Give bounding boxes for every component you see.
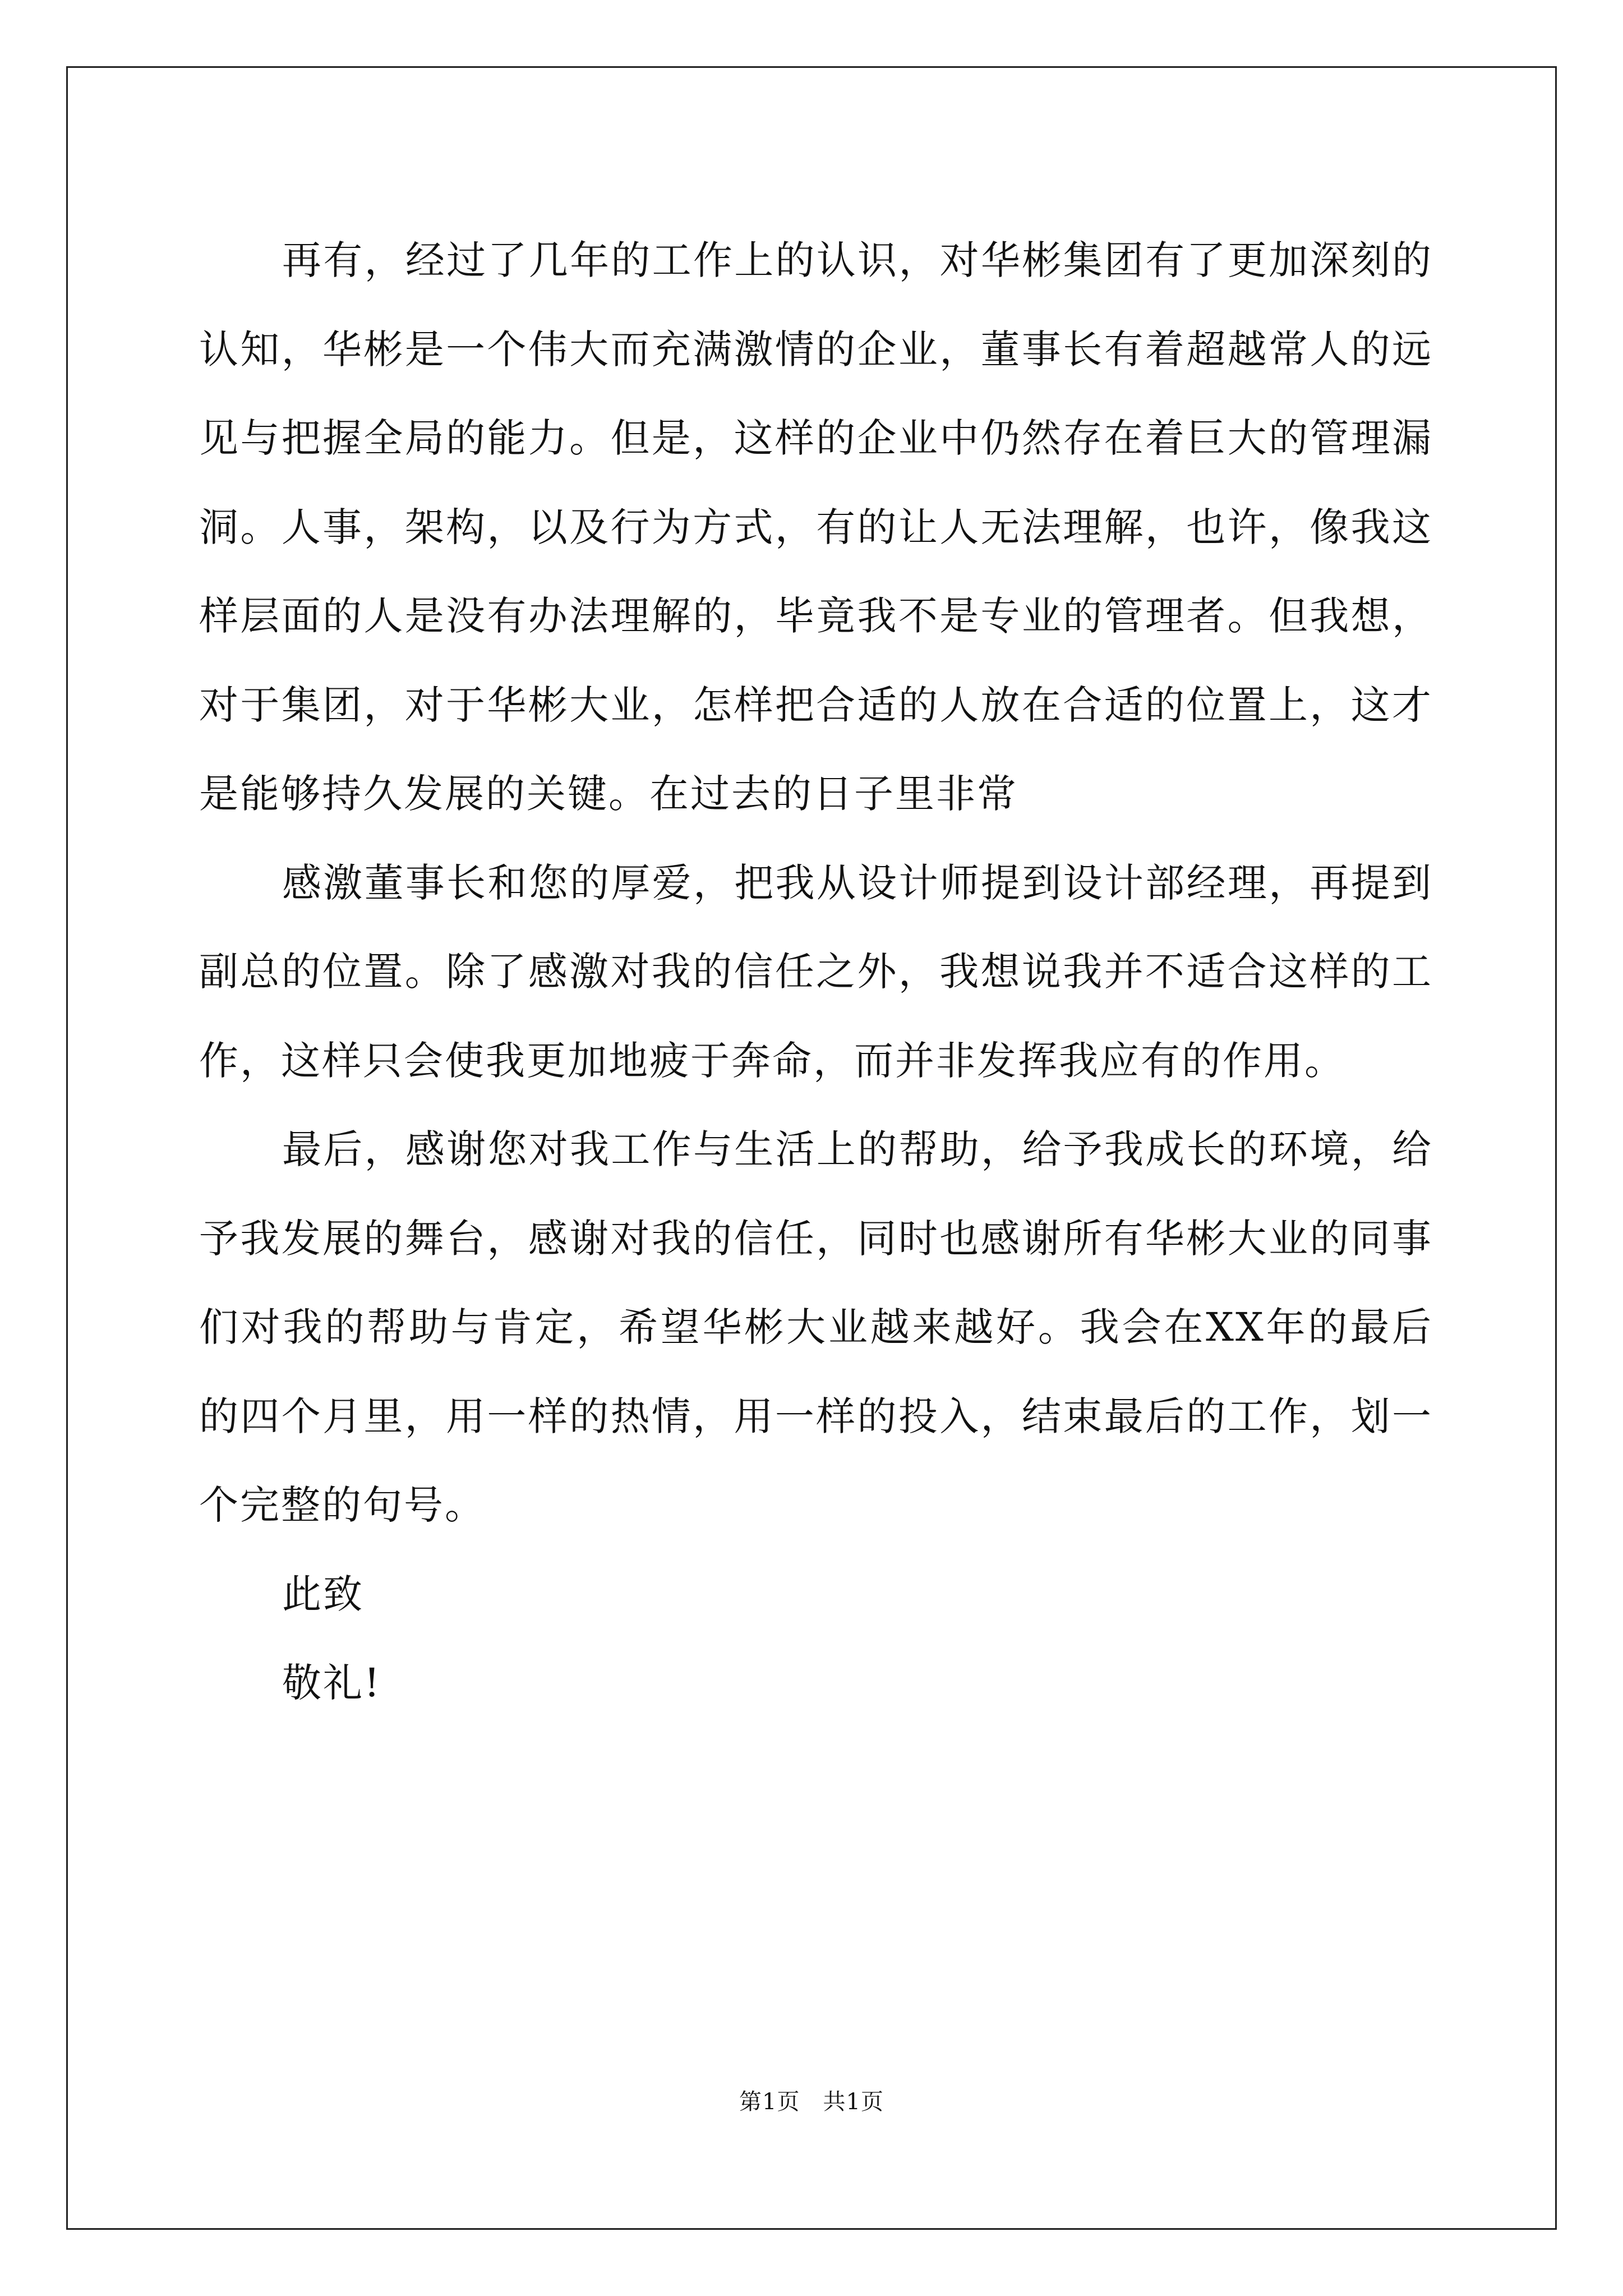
paragraph-1: 再有，经过了几年的工作上的认识，对华彬集团有了更加深刻的认知，华彬是一个伟大而充满激情的企业，董事长有着超越常人的远见与把握全局的能力。但是，这样的企业中仍然存在着巨大的管理漏洞。人事，架构，以及行为方式，有的让人无法理解，也许，像我这样层面的人是没有办法理解的，毕竟我不是专业的管理者。但我想，对于集团，对于华彬大业，怎样把合适的人放在合适的位置上，这才是能够持久发展的关键。在过去的日子里非常: [199, 237, 1433, 817]
paragraph-3: 最后，感谢您对我工作与生活上的帮助，给予我成长的环境，给予我发展的舞台，感谢对我的信任，同时也感谢所有华彬大业的同事们对我的帮助与肯定，希望华彬大业越来越好。我会在XX年的最后的四个月里，用一样的热情，用一样的投入，结束最后的工作，划一个完整的句号。: [199, 1126, 1433, 1528]
closing-regards: 敬礼!: [282, 1660, 382, 1706]
paragraph-2: 感激董事长和您的厚爱，把我从设计师提到设计部经理，再提到副总的位置。除了感激对我的信任之外，我想说我并不适合这样的工作，这样只会使我更加地疲于奔命，而并非发挥我应有的作用。: [199, 859, 1433, 1084]
page-number-footer: 第1页 共1页: [739, 2089, 884, 2115]
closing-salutation: 此致: [282, 1571, 364, 1617]
document-body: [199, 216, 1433, 1728]
